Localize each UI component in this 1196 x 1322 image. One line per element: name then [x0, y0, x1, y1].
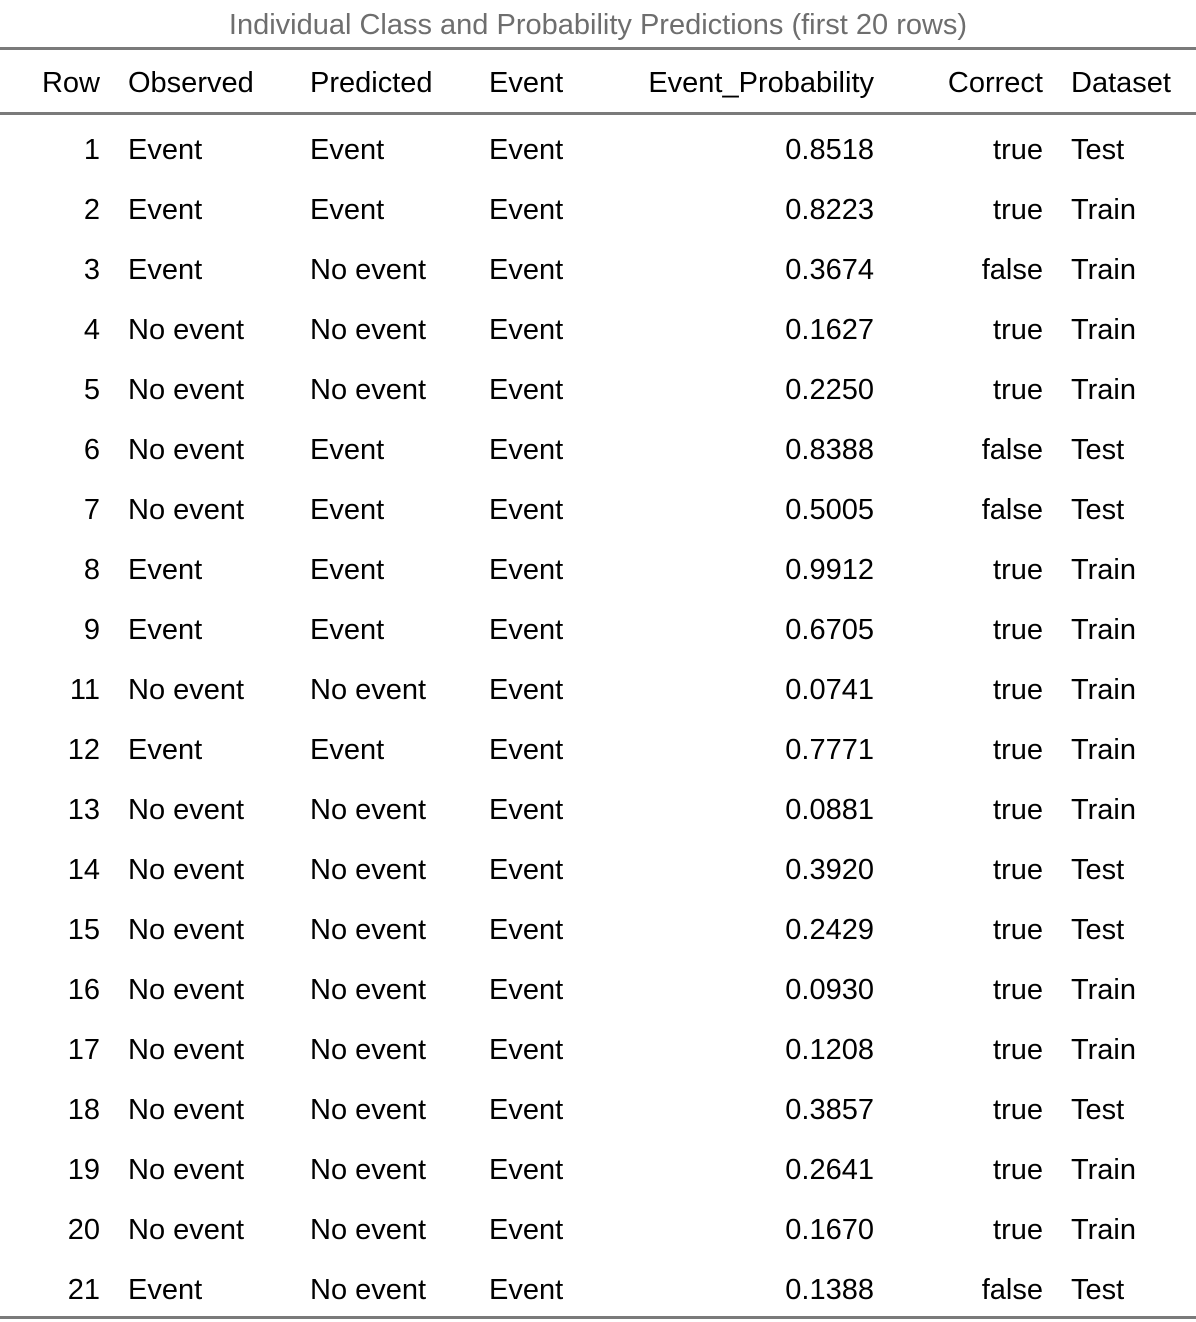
observed-cell: No event — [128, 973, 245, 1006]
observed-cell: No event — [128, 433, 245, 466]
predicted-cell: Event — [310, 433, 385, 466]
event-probability-cell: 0.8388 — [785, 433, 874, 466]
dataset-cell: Test — [1071, 853, 1125, 886]
table-row — [0, 540, 1196, 600]
event-probability-cell: 0.3674 — [785, 253, 874, 286]
dataset-cell: Train — [1071, 973, 1136, 1006]
table-row — [0, 600, 1196, 660]
event-cell: Event — [489, 133, 564, 166]
dataset-cell: Train — [1071, 1213, 1136, 1246]
observed-cell: No event — [128, 913, 245, 946]
correct-cell: false — [981, 253, 1043, 286]
table-row — [0, 660, 1196, 720]
event-probability-cell: 0.1627 — [785, 313, 874, 346]
predicted-cell: No event — [310, 1273, 427, 1306]
dataset-cell: Train — [1071, 373, 1136, 406]
dataset-cell: Test — [1071, 1093, 1125, 1126]
dataset-cell: Test — [1071, 913, 1125, 946]
row-number-cell: 15 — [67, 913, 100, 946]
event-cell: Event — [489, 613, 564, 646]
correct-cell: true — [993, 733, 1043, 766]
row-number-cell: 8 — [83, 553, 100, 586]
observed-cell: No event — [128, 1213, 245, 1246]
table-row — [0, 1080, 1196, 1140]
row-number-cell: 14 — [67, 853, 100, 886]
event-probability-cell: 0.8518 — [785, 133, 874, 166]
correct-cell: true — [993, 913, 1043, 946]
observed-cell: Event — [128, 253, 203, 286]
predicted-cell: No event — [310, 253, 427, 286]
row-number-cell: 3 — [83, 253, 100, 286]
table-row — [0, 960, 1196, 1020]
table-body — [0, 115, 1196, 1320]
predicted-cell: Event — [310, 733, 385, 766]
observed-cell: Event — [128, 1273, 203, 1306]
row-number-cell: 5 — [83, 373, 100, 406]
dataset-cell: Test — [1071, 133, 1125, 166]
event-cell: Event — [489, 193, 564, 226]
dataset-cell: Test — [1071, 493, 1125, 526]
table-row — [0, 840, 1196, 900]
row-number-cell: 2 — [83, 193, 100, 226]
event-cell: Event — [489, 1273, 564, 1306]
correct-cell: true — [993, 1213, 1043, 1246]
dataset-cell: Train — [1071, 553, 1136, 586]
predicted-cell: No event — [310, 673, 427, 706]
event-probability-cell: 0.1208 — [785, 1033, 874, 1066]
correct-cell: true — [993, 973, 1043, 1006]
dataset-cell: Train — [1071, 253, 1136, 286]
predicted-cell: No event — [310, 793, 427, 826]
table-row — [0, 360, 1196, 420]
dataset-cell: Train — [1071, 193, 1136, 226]
table-row — [0, 1020, 1196, 1080]
event-probability-cell: 0.0741 — [785, 673, 874, 706]
event-probability-cell: 0.8223 — [785, 193, 874, 226]
table-row — [0, 180, 1196, 240]
observed-cell: No event — [128, 853, 245, 886]
column-header-predicted: Predicted — [310, 67, 433, 99]
table-row — [0, 420, 1196, 480]
event-probability-cell: 0.3920 — [785, 853, 874, 886]
column-header-dataset: Dataset — [1071, 67, 1171, 99]
predicted-cell: No event — [310, 313, 427, 346]
row-number-cell: 16 — [67, 973, 100, 1006]
dataset-cell: Train — [1071, 613, 1136, 646]
correct-cell: true — [993, 853, 1043, 886]
dataset-cell: Test — [1071, 1273, 1125, 1306]
predicted-cell: Event — [310, 613, 385, 646]
event-cell: Event — [489, 733, 564, 766]
event-probability-cell: 0.2641 — [785, 1153, 874, 1186]
event-probability-cell: 0.5005 — [785, 493, 874, 526]
predicted-cell: No event — [310, 973, 427, 1006]
predicted-cell: Event — [310, 133, 385, 166]
event-cell: Event — [489, 1153, 564, 1186]
observed-cell: Event — [128, 193, 203, 226]
row-number-cell: 11 — [69, 673, 100, 706]
observed-cell: No event — [128, 1033, 245, 1066]
event-probability-cell: 0.9912 — [785, 553, 874, 586]
dataset-cell: Train — [1071, 733, 1136, 766]
predicted-cell: No event — [310, 1213, 427, 1246]
table-row — [0, 1200, 1196, 1260]
event-probability-cell: 0.7771 — [785, 733, 874, 766]
dataset-cell: Train — [1071, 313, 1136, 346]
dataset-cell: Train — [1071, 1033, 1136, 1066]
observed-cell: Event — [128, 553, 203, 586]
event-cell: Event — [489, 973, 564, 1006]
correct-cell: true — [993, 1093, 1043, 1126]
row-number-cell: 1 — [83, 133, 100, 166]
row-number-cell: 18 — [67, 1093, 100, 1126]
row-number-cell: 6 — [83, 433, 100, 466]
row-number-cell: 17 — [67, 1033, 100, 1066]
column-header-row: Row — [41, 67, 100, 99]
predicted-cell: No event — [310, 1153, 427, 1186]
table-row — [0, 115, 1196, 180]
correct-cell: false — [981, 1273, 1043, 1306]
event-probability-cell: 0.6705 — [785, 613, 874, 646]
event-probability-cell: 0.0930 — [785, 973, 874, 1006]
table-row — [0, 720, 1196, 780]
correct-cell: true — [993, 193, 1043, 226]
event-cell: Event — [489, 673, 564, 706]
table-row — [0, 480, 1196, 540]
event-cell: Event — [489, 553, 564, 586]
predicted-cell: Event — [310, 193, 385, 226]
table-row — [0, 1260, 1196, 1320]
observed-cell: No event — [128, 1153, 245, 1186]
row-number-cell: 7 — [83, 493, 100, 526]
correct-cell: true — [993, 553, 1043, 586]
column-header-event: Event — [489, 67, 564, 99]
event-cell: Event — [489, 313, 564, 346]
table-row — [0, 900, 1196, 960]
event-cell: Event — [489, 493, 564, 526]
dataset-cell: Train — [1071, 793, 1136, 826]
event-cell: Event — [489, 1093, 564, 1126]
column-header-probability: Event_Probability — [648, 67, 874, 99]
correct-cell: true — [993, 1033, 1043, 1066]
observed-cell: No event — [128, 793, 245, 826]
event-probability-cell: 0.2429 — [785, 913, 874, 946]
dataset-cell: Train — [1071, 1153, 1136, 1186]
table-row — [0, 780, 1196, 840]
predictions-table — [0, 52, 1196, 1320]
event-cell: Event — [489, 913, 564, 946]
table-title: Individual Class and Probability Predictions (first 20 rows) — [228, 9, 968, 41]
observed-cell: Event — [128, 133, 203, 166]
row-number-cell: 12 — [67, 733, 100, 766]
correct-cell: true — [993, 793, 1043, 826]
observed-cell: Event — [128, 733, 203, 766]
correct-cell: true — [993, 313, 1043, 346]
predicted-cell: No event — [310, 1093, 427, 1126]
row-number-cell: 19 — [67, 1153, 100, 1186]
correct-cell: true — [993, 1153, 1043, 1186]
dataset-cell: Train — [1071, 673, 1136, 706]
event-cell: Event — [489, 1033, 564, 1066]
column-header-observed: Observed — [128, 67, 254, 99]
correct-cell: false — [981, 493, 1043, 526]
correct-cell: true — [993, 373, 1043, 406]
correct-cell: true — [993, 133, 1043, 166]
observed-cell: No event — [128, 493, 245, 526]
event-cell: Event — [489, 793, 564, 826]
predicted-cell: Event — [310, 553, 385, 586]
table-row — [0, 300, 1196, 360]
predicted-cell: No event — [310, 1033, 427, 1066]
event-cell: Event — [489, 853, 564, 886]
observed-cell: No event — [128, 373, 245, 406]
event-cell: Event — [489, 1213, 564, 1246]
predicted-cell: Event — [310, 493, 385, 526]
dataset-cell: Test — [1071, 433, 1125, 466]
event-cell: Event — [489, 253, 564, 286]
observed-cell: No event — [128, 313, 245, 346]
table-row — [0, 240, 1196, 300]
event-probability-cell: 0.3857 — [785, 1093, 874, 1126]
column-header-correct: Correct — [947, 67, 1043, 99]
observed-cell: No event — [128, 1093, 245, 1126]
event-cell: Event — [489, 433, 564, 466]
header-row — [0, 52, 1196, 115]
observed-cell: No event — [128, 673, 245, 706]
observed-cell: Event — [128, 613, 203, 646]
event-probability-cell: 0.1388 — [785, 1273, 874, 1306]
row-number-cell: 13 — [67, 793, 100, 826]
predicted-cell: No event — [310, 913, 427, 946]
top-rule — [0, 47, 1196, 50]
correct-cell: true — [993, 613, 1043, 646]
correct-cell: true — [993, 673, 1043, 706]
row-number-cell: 21 — [67, 1273, 100, 1306]
row-number-cell: 4 — [83, 313, 100, 346]
predicted-cell: No event — [310, 373, 427, 406]
event-probability-cell: 0.1670 — [785, 1213, 874, 1246]
row-number-cell: 9 — [83, 613, 100, 646]
predicted-cell: No event — [310, 853, 427, 886]
row-number-cell: 20 — [67, 1213, 100, 1246]
event-probability-cell: 0.2250 — [785, 373, 874, 406]
event-probability-cell: 0.0881 — [785, 793, 874, 826]
table-row — [0, 1140, 1196, 1200]
event-cell: Event — [489, 373, 564, 406]
correct-cell: false — [981, 433, 1043, 466]
